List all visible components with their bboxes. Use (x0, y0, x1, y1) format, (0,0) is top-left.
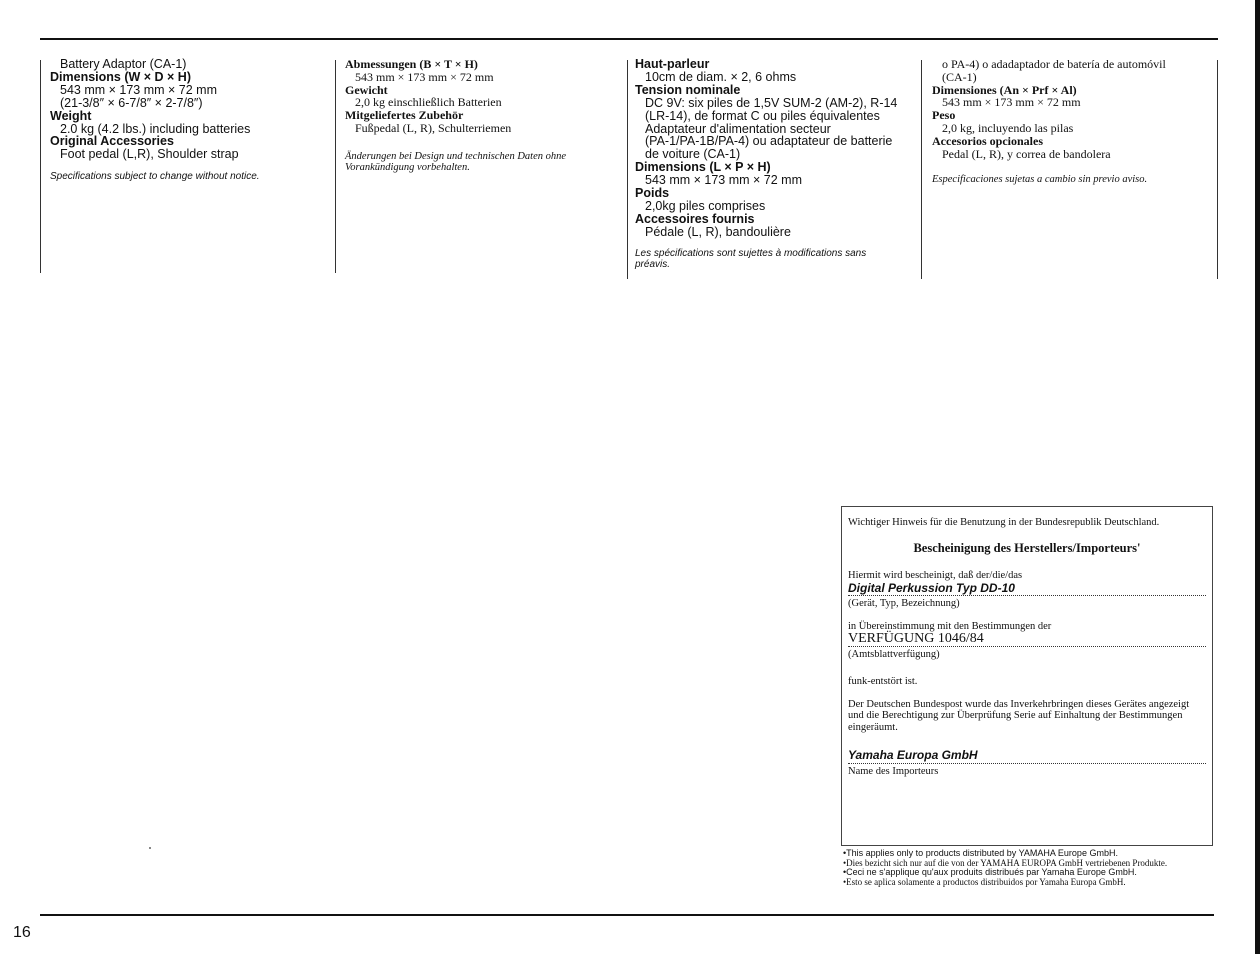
spec-heading: Tension nominale (635, 82, 741, 97)
spec-heading: Abmessungen (B × T × H) (345, 57, 478, 71)
page-number: 16 (13, 924, 31, 941)
spec-line: 543 mm × 173 mm × 72 mm (60, 82, 218, 97)
manufacturer-certificate (841, 506, 1213, 846)
spec-line: Pédale (L, R), bandoulière (645, 224, 791, 239)
spec-line: de voiture (CA-1) (645, 147, 741, 162)
spec-line: Fußpedal (L, R), Schulterriemen (355, 120, 512, 135)
spec-heading: Dimensiones (An × Prf × Al) (932, 82, 1077, 97)
importer-caption: Name des Importeurs (848, 765, 939, 777)
footnote-spanish: •Esto se aplica solamente a productos distribuidos por Yamaha Europa GmbH. (843, 876, 1126, 887)
regulation-field: VERFÜGUNG 1046/84 (848, 633, 1206, 647)
spec-line: 543 mm × 173 mm × 72 mm (355, 69, 494, 84)
spec-note: Especificaciones sujetas a cambio sin previo aviso. (932, 174, 1148, 186)
spec-heading: Poids (635, 186, 670, 201)
print-speck (149, 847, 151, 849)
spec-column-german (345, 58, 623, 174)
column-divider-5 (1217, 60, 1218, 279)
spec-note: Änderungen bei Design und technischen Daten ohne Vorankündigung vorbehalten. (345, 150, 567, 174)
spec-line: 2,0 kg einschließlich Batterien (355, 95, 502, 110)
spec-heading: Gewicht (345, 82, 388, 97)
spec-column-french (635, 58, 917, 271)
spec-line: Pedal (L, R), y correa de bandolera (942, 146, 1111, 161)
spec-line: 2,0 kg, incluyendo las pilas (942, 120, 1074, 135)
spec-heading: Peso (932, 108, 956, 123)
spec-note: Les spécifications sont sujettes à modifications sans préavis. (635, 247, 867, 271)
footnotes (843, 849, 1213, 887)
spec-line: Battery Adaptor (CA-1) (60, 57, 187, 71)
certificate-intro: Hiermit wird bescheinigt, daß der/die/das (848, 570, 1023, 581)
footnote-english: •This applies only to products distributed by YAMAHA Europe GmbH. (843, 848, 1118, 858)
regulation-caption: (Amtsblattverfügung) (848, 648, 940, 660)
spec-heading: Mitgeliefertes Zubehör (345, 108, 464, 123)
spec-heading: Dimensions (L × P × H) (635, 160, 771, 175)
spec-line: 2.0 kg (4.2 lbs.) including batteries (60, 121, 251, 136)
spec-column-spanish (932, 58, 1214, 186)
spec-line: (LR-14), de format C ou piles équivalentes (645, 108, 880, 123)
spec-line: (CA-1) (942, 69, 977, 84)
conformity-text: in Übereinstimmung mit den Bestimmungen der (848, 620, 1052, 632)
device-caption: (Gerät, Typ, Bezeichnung) (848, 598, 960, 609)
column-divider-1 (40, 60, 41, 273)
device-field: Digital Perkussion Typ DD-10 (848, 583, 1206, 597)
column-divider-4 (921, 60, 922, 279)
spec-note: Specifications subject to change without notice. (50, 171, 260, 183)
bottom-rule (40, 914, 1214, 916)
certificate-title: Bescheinigung des Herstellers/Importeurs' (913, 540, 1141, 555)
page-edge-bar (1255, 0, 1260, 954)
importer-field: Yamaha Europa GmbH (848, 750, 1206, 764)
spec-heading: Accesorios opcionales (932, 133, 1043, 148)
spec-column-english (50, 58, 330, 183)
spec-line: (21-3/8″ × 6-7/8″ × 2-7/8″) (60, 95, 203, 110)
spec-line: Adaptateur d'alimentation secteur (645, 121, 831, 136)
footnote-german: •Dies bezicht sich nur auf die von der YAMAHA EUROPA GmbH vertriebenen Produkte. (843, 857, 1168, 868)
spec-line: 543 mm × 173 mm × 72 mm (645, 173, 803, 188)
spec-line: (PA-1/PA-1B/PA-4) ou adaptateur de batterie (645, 134, 893, 149)
spec-line: DC 9V: six piles de 1,5V SUM-2 (AM-2), R-14 (645, 95, 898, 110)
spec-heading: Dimensions (W × D × H) (50, 69, 191, 84)
top-rule (40, 38, 1218, 40)
spec-heading: Haut-parleur (635, 57, 710, 71)
spec-heading: Original Accessories (50, 134, 174, 149)
certificate-header: Wichtiger Hinweis für die Benutzung in der Bundesrepublik Deutschland. (848, 517, 1160, 528)
spec-heading: Weight (50, 108, 92, 123)
spec-line: 2,0kg piles comprises (645, 198, 766, 213)
spec-heading: Accessoires fournis (635, 211, 755, 226)
suppression-text: funk-entstört ist. (848, 676, 918, 687)
footnote-french: •Ceci ne s'applique qu'aux produits distribués par Yamaha Europe GmbH. (843, 867, 1137, 878)
spec-line: o PA-4) o adadaptador de batería de automóvil (942, 57, 1166, 71)
spec-line: Foot pedal (L,R), Shoulder strap (60, 147, 239, 162)
spec-line: 543 mm × 173 mm × 72 mm (942, 95, 1081, 110)
bundespost-text: Der Deutschen Bundespost wurde das Inverkehrbringen dieses Gerätes angezeigt und die Berechtigung zur Überprüfung Serie auf Einhaltung der Bestimmungen eingeräumt. (848, 698, 1190, 733)
column-divider-3 (627, 60, 628, 279)
column-divider-2 (335, 60, 336, 273)
spec-line: 10cm de diam. × 2, 6 ohms (645, 69, 797, 84)
